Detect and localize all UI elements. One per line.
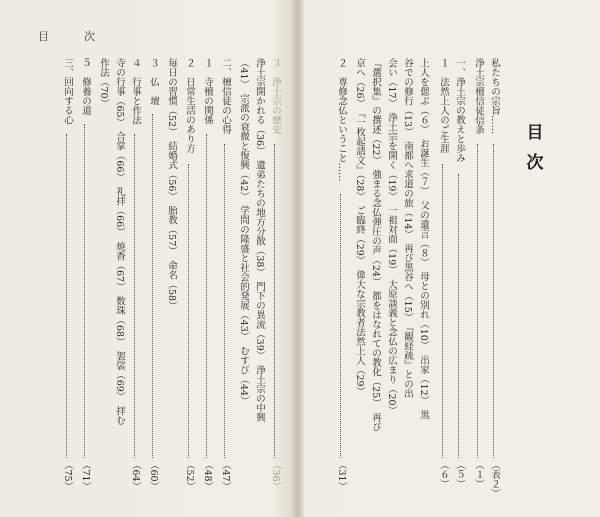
toc-page-number: （47） (220, 460, 231, 492)
toc-entry-text: 作法（70） (98, 58, 109, 109)
toc-entry-text: 『選択集』の撰述（22） 強まる念仏弾圧の声（24） 都をはなれての教化（25） 再び (370, 58, 381, 432)
toc-leader-dots (224, 144, 225, 458)
toc-entry-text: 会い（17） 浄土宗を開く（19） 一祖対面（19） 大原談義と念仏の広まり（20） (386, 58, 397, 416)
toc-title-char: 次 (526, 153, 544, 173)
toc-page-number: （75） (62, 460, 73, 492)
toc-entry-text: （41） 宗派の衰微と復興（42） 学問の隆盛と社会的発展（43） むすび（44） (238, 58, 249, 406)
toc-leader-dots (493, 144, 494, 458)
toc-entry-text: 毎日の習慣（52） 結婚式（56） 胎教（57） 命名（58） (166, 58, 177, 311)
running-header: 目 次 (38, 30, 107, 43)
toc-leader-dots (66, 134, 67, 458)
toc-leader-dots (188, 164, 189, 458)
toc-entry-text: 京へ（26） 『一枚起請文』（28） ご臨終（29） 偉大な宗教者法然上人（29） (354, 58, 365, 397)
toc-entry-text: 上人を偲ぶ（６） お誕生（７） 父の遺言（８） 母との別れ（10） 出家（12） 黒 (418, 58, 429, 420)
toc-entry (96, 58, 110, 108)
toc-leader-dots (458, 174, 459, 458)
toc-entry (236, 58, 250, 406)
toc-entry-text: ５ 修養の道 (80, 58, 91, 115)
toc-entry-text: 一、浄土宗の教えと歩み (454, 58, 465, 163)
toc-entry-text: １ 寺檀の関係 (202, 58, 213, 125)
toc-entry-text: 谷での修行（13） 南都へ求道の旅（14） 再び黒谷へ（15） 『観経疏』との出 (402, 58, 413, 399)
toc-entry (416, 58, 430, 419)
toc-entry-text: 浄土宗檀信徒信条 (473, 58, 484, 134)
toc-entry (452, 58, 466, 163)
toc-entry (252, 58, 266, 422)
toc-page-number: （52） (184, 460, 195, 492)
toc-entry-text: 二、檀信徒の心得 (220, 58, 231, 134)
toc-entry (164, 58, 178, 311)
toc-page-number: （64） (130, 460, 141, 492)
toc-leader-dots (477, 144, 478, 458)
toc-entry (268, 58, 282, 134)
toc-entry-text: ３ 浄土宗の歴史 (270, 58, 281, 134)
toc-page-number: （48） (202, 460, 213, 492)
toc-entry (146, 58, 160, 106)
toc-entry (471, 58, 485, 134)
toc-entry-text: 寺の行事（65） 合掌（66） 礼拝（66） 焼香（67） 数珠（68） 袈裟（69） 拝む (114, 58, 125, 426)
book-gutter (291, 0, 305, 517)
toc-entry-text: 三、回向する心 (62, 58, 73, 125)
toc-entry (218, 58, 232, 134)
toc-page-number: （71） (80, 460, 91, 492)
toc-entry (368, 58, 382, 432)
toc-leader-dots (152, 114, 153, 458)
toc-entry-text: ２ 日常生活のあり方 (184, 58, 195, 153)
toc-entry-text: １ 法然上人のご生涯 (438, 58, 449, 153)
toc-page-number: （36） (270, 460, 281, 492)
toc-title (520, 118, 550, 178)
toc-title-char: 目 (526, 123, 544, 143)
toc-entry-text: ２ 専修念仏ということ…… (336, 58, 347, 182)
toc-entry (112, 58, 126, 425)
toc-leader-dots (340, 194, 341, 458)
toc-entry (200, 58, 214, 125)
toc-leader-dots (134, 134, 135, 458)
toc-page-number: （１） (473, 460, 484, 489)
toc-entry-text: 私たちの宗旨…… (489, 58, 500, 134)
toc-entry-text: 浄土宗開かれる（36） 遺弟たちの地方分散（38） 門下の異流（39） 浄土宗の中興 (254, 58, 265, 423)
toc-entry-text: ３ 仏 壇 (148, 58, 159, 106)
toc-entry (352, 58, 366, 396)
toc-page-number: （31） (336, 460, 347, 492)
toc-leader-dots (274, 144, 275, 458)
toc-entry (128, 58, 142, 125)
toc-entry (384, 58, 398, 415)
toc-page-number: （６） (438, 460, 449, 489)
toc-page-number: （５） (454, 460, 465, 489)
toc-entry (487, 58, 501, 134)
toc-leader-dots (206, 134, 207, 458)
toc-entry (78, 58, 92, 115)
toc-entry-text: ４ 行事と作法 (130, 58, 141, 125)
toc-entry (334, 58, 348, 182)
toc-page-number: （60） (148, 460, 159, 492)
toc-entry (436, 58, 450, 153)
toc-entry (400, 58, 414, 398)
toc-page-number: （表２） (489, 460, 500, 498)
toc-entry (182, 58, 196, 153)
toc-leader-dots (442, 164, 443, 458)
toc-leader-dots (84, 124, 85, 458)
toc-entry (60, 58, 74, 125)
